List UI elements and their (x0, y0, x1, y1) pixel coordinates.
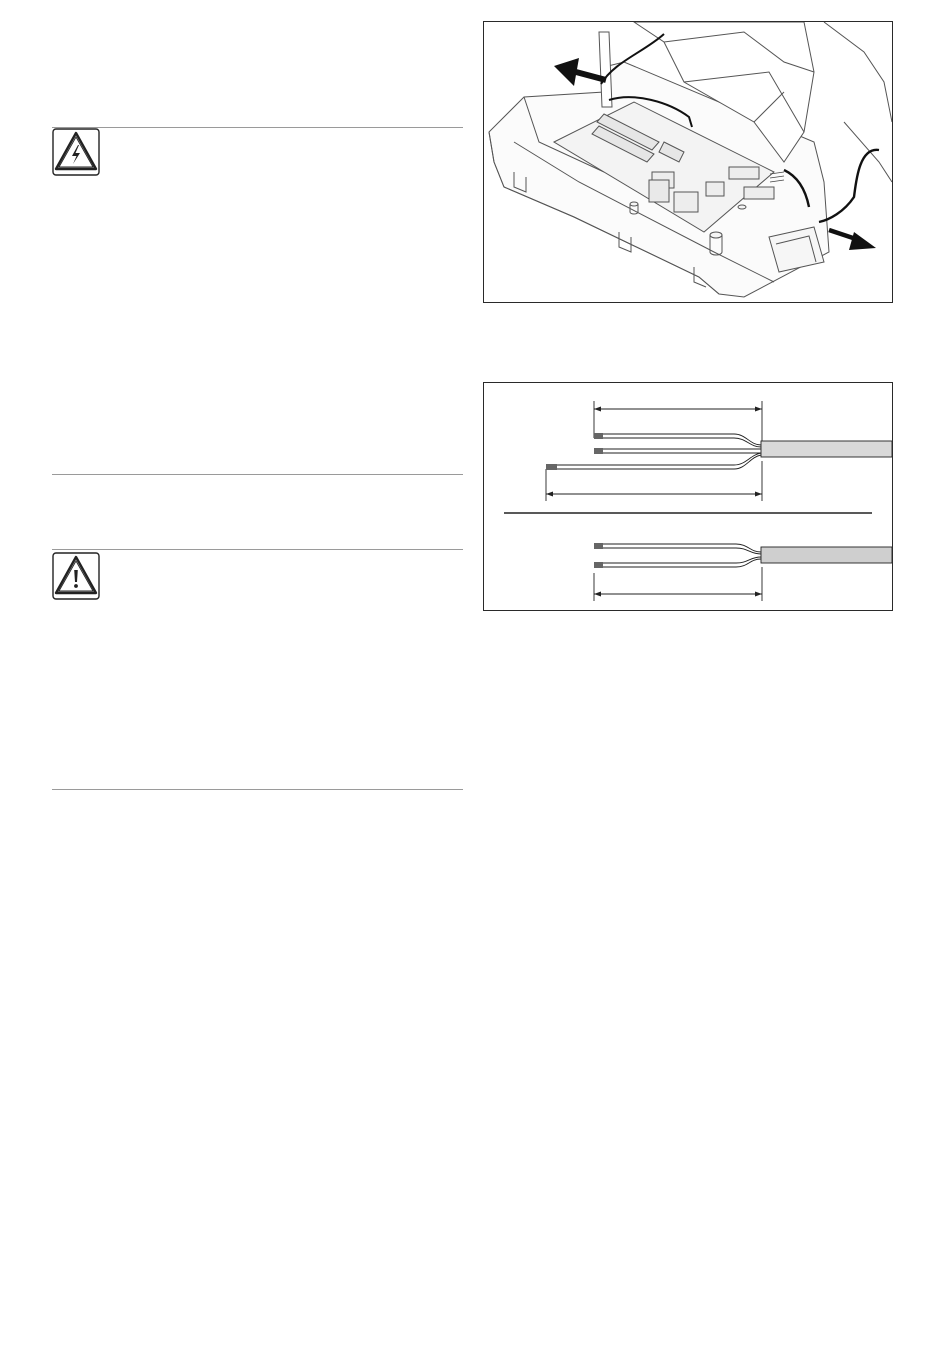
section-divider-bottom (52, 789, 463, 790)
cable-stripping-lengths-figure (483, 382, 893, 611)
electric-shock-warning-icon (52, 128, 100, 176)
control-box-cable-routing-figure (483, 21, 893, 303)
general-warning-icon (52, 552, 100, 600)
section-divider-top (52, 127, 463, 128)
section-divider-warning (52, 549, 463, 550)
section-divider-middle (52, 474, 463, 475)
